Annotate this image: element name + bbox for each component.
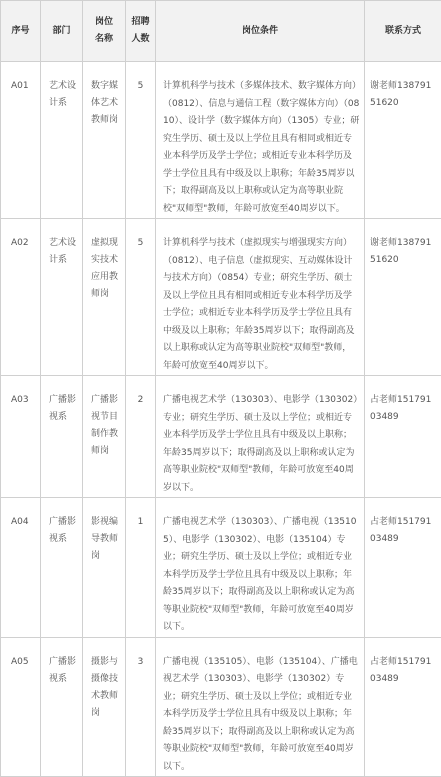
cell-position: 影视编导教师岗	[83, 498, 126, 638]
cell-contact: 谢老师13879151620	[365, 62, 441, 219]
cell-dept: 广播影视系	[41, 376, 83, 498]
cell-code: A03	[1, 376, 41, 498]
cell-position: 广播影视节目制作教师岗	[83, 376, 126, 498]
cell-count: 2	[126, 376, 156, 498]
header-row	[1, 1, 441, 62]
cell-position: 虚拟现实技术应用教师岗	[83, 219, 126, 376]
cell-contact: 谢老师13879151620	[365, 219, 441, 376]
header-contact: 联系方式	[365, 1, 441, 62]
cell-contact: 占老师15179103489	[365, 637, 441, 777]
cell-dept: 艺术设计系	[41, 62, 83, 219]
cell-count: 3	[126, 637, 156, 777]
cell-code: A01	[1, 62, 41, 219]
cell-conditions: 计算机科学与技术（虚拟现实与增强现实方向）（0812）、电子信息（虚拟现实、互动媒体设计与技术方向）（0854）专业；研究生学历、硕士及以上学位且具有相同或相近专业本科学历及学士学位；或相近专业本科学历及学士学位且具有中级及以上职称；年龄35周岁以下；取得副高及以上职称或认定为高等职业院校"双师型"教师，年龄可放宽至40周岁以下。	[156, 219, 365, 376]
header-conditions: 岗位条件	[156, 1, 365, 62]
cell-code: A04	[1, 498, 41, 638]
table-row	[1, 376, 441, 498]
cell-conditions: 广播电视艺术学（130303）、广播电视（135105）、电影学（130302）、电影（135104）专业；研究生学历、硕士及以上学位；或相近专业本科学历及学士学位且具有中级及以上职称；年龄35周岁以下；取得副高及以上职称或认定为高等职业院校"双师型"教师，年龄可放宽至40周岁以下。	[156, 498, 365, 638]
cell-dept: 广播影视系	[41, 498, 83, 638]
table-body	[1, 62, 441, 777]
table-row	[1, 498, 441, 638]
cell-dept: 广播影视系	[41, 637, 83, 777]
cell-position: 摄影与摄像技术教师岗	[83, 637, 126, 777]
cell-conditions: 广播电视（135105）、电影（135104）、广播电视艺术学（130303）、电影学（130302）专业；研究生学历、硕士及以上学位；或相近专业本科学历及学士学位且具有中级及以上职称；年龄35周岁以下；取得副高及以上职称或认定为高等职业院校"双师型"教师，年龄可放宽至40周岁以下。	[156, 637, 365, 777]
cell-count: 5	[126, 219, 156, 376]
cell-conditions: 广播电视艺术学（130303）、电影学（130302）专业；研究生学历、硕士及以上学位；或相近专业本科学历及学士学位且具有中级及以上职称；年龄35周岁以下；取得副高及以上职称或认定为高等职业院校"双师型"教师，年龄可放宽至40周岁以下。	[156, 376, 365, 498]
table-row	[1, 219, 441, 376]
cell-code: A05	[1, 637, 41, 777]
cell-contact: 占老师15179103489	[365, 376, 441, 498]
table-row	[1, 62, 441, 219]
cell-count: 1	[126, 498, 156, 638]
cell-code: A02	[1, 219, 41, 376]
header-position: 岗位名称	[83, 1, 126, 62]
table-row	[1, 637, 441, 777]
cell-conditions: 计算机科学与技术（多媒体技术、数字媒体方向）（0812）、信息与通信工程（数字媒体方向）（0810）、设计学（数字媒体方向）（1305）专业；研究生学历、硕士及以上学位且具有相同或相近专业本科学历及学士学位；或相近专业本科学历及学士学位且具有中级及以上职称；年龄35周岁以下；取得副高及以上职称或认定为高等职业院校"双师型"教师，年龄可放宽至40周岁以下。	[156, 62, 365, 219]
table-header	[1, 1, 441, 62]
cell-position: 数字媒体艺术教师岗	[83, 62, 126, 219]
header-dept: 部门	[41, 1, 83, 62]
header-seq: 序号	[1, 1, 41, 62]
cell-dept: 艺术设计系	[41, 219, 83, 376]
header-count: 招聘人数	[126, 1, 156, 62]
cell-count: 5	[126, 62, 156, 219]
cell-contact: 占老师15179103489	[365, 498, 441, 638]
